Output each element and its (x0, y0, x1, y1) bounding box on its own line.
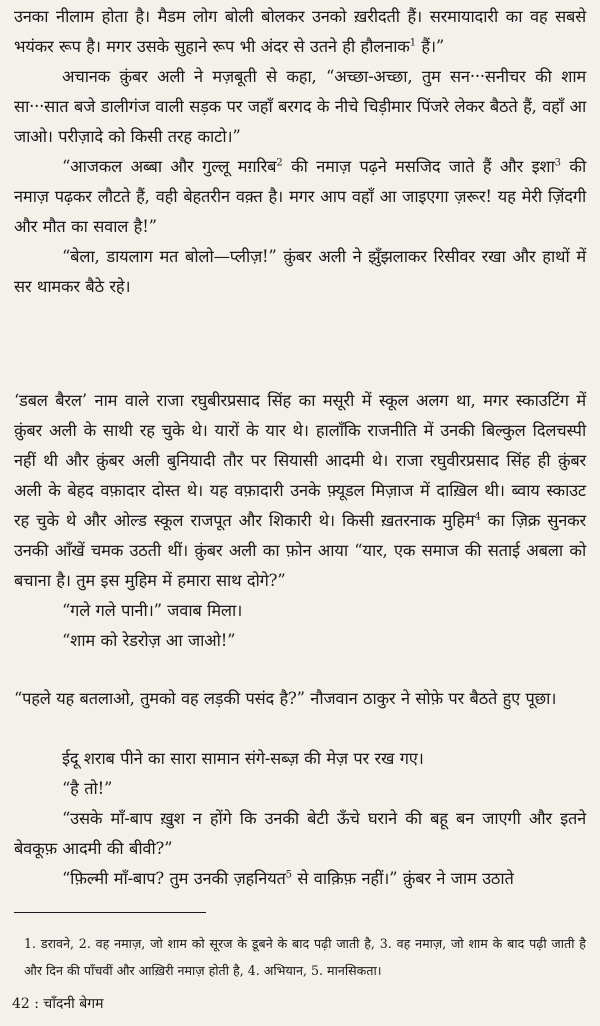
paragraph (14, 774, 586, 804)
text-run: से वाक़िफ़ नहीं।” क़ुंबर ने जाम उठाते (291, 869, 514, 888)
paragraph (14, 152, 586, 242)
text-run: की नमाज़ पढ़ने मसजिद जाते हैं और इशा (282, 157, 555, 176)
text-run: अचानक क़ुंबर अली ने मज़बूती से कहा, “अच्छा-अच्छा, तुम सन···सनीचर की शाम सा···सात बजे डालीगंज वाली सड़क पर जहाँ बरगद के नीचे चिड़ीमार पिंजरे लेकर बैठते हैं, वहाँ आ जाओ। परीज़ादे को किसी तरह काटो।” (14, 67, 586, 146)
text-run: “उसके माँ-बाप ख़ुश न होंगे कि उनकी बेटी ऊँचे घराने की बहू बन जाएगी और इतने बेवकूफ़ आदमी की बीवी?” (14, 809, 586, 858)
text-run: “शाम को रेडरोज़ आ जाओ!” (62, 631, 236, 650)
text-run: का ज़िक्र सुनकर उनकी आँखें चमक उठती थीं। क़ुंबर अली का फ़ोन आया “यार, एक समाज की सताई अबला को बचाना है। तुम इस मुहिम में हमारा साथ दोगे?” (14, 511, 586, 590)
paragraph (14, 2, 586, 62)
footnote-marker: 5 (285, 869, 292, 881)
page-folio: 42 : चाँदनी बेगम (12, 996, 104, 1012)
paragraph (14, 626, 586, 656)
footnote-marker: 1 (409, 37, 416, 49)
footnote-marker: 2 (276, 157, 283, 169)
paragraph (14, 596, 586, 626)
text-run: “पहले यह बतलाओ, तुमको वह लड़की पसंद है?” नौजवान ठाकुर ने सोफ़े पर बैठते हुए पूछा। (14, 689, 557, 708)
text-run: उनका नीलाम होता है। मैडम लोग बोली बोलकर उनको ख़रीदती हैं। सरमायादारी का वह सबसे भयंकर रूप है। मगर उसके सुहाने रूप भी अंदर से उतने ही हौलनाक (14, 7, 586, 56)
footnote-marker: 4 (474, 511, 481, 523)
text-run: हैं।” (415, 37, 445, 56)
text-run: “फ़िल्मी माँ-बाप? तुम उनकी ज़हनियत (62, 869, 286, 888)
footnote-marker: 3 (554, 157, 561, 169)
text-run: की नमाज़ पढ़कर लौटते हैं, वही बेहतरीन वक़्त है। मगर आप वहाँ आ जाइएगा ज़रूर! यह मेरी ज़िंदगी और मौत का सवाल है!” (14, 157, 586, 236)
text-run: ‘डबल बैरल’ नाम वाले राजा रघुबीरप्रसाद सिंह का मसूरी में स्कूल अलग था, मगर स्काउटिंग में क़ुंबर अली के साथी रह चुके थे। यारों के यार थे। हालाँकि राजनीति में उनकी बिल्कुल दिलचस्पी नहीं थी और क़ुंबर अली बुनियादी तौर पर सियासी आदमी थे। राजा रघुवीरप्रसाद सिंह ही क़ुंबर अली के बेहद वफ़ादार दोस्त थे। यह वफ़ादारी उनके फ़्यूडल मिज़ाज में दाख़िल थी। ब्वाय स्काउट रह चुके थे और ओल्ड स्कूल राजपूत और शिकारी थे। किसी ख़तरनाक मुहिम (14, 391, 586, 530)
paragraph (14, 242, 586, 302)
footnote-rule (14, 912, 206, 913)
paragraph (14, 864, 586, 894)
paragraph (14, 744, 586, 774)
paragraph (14, 804, 586, 864)
paragraph (14, 684, 586, 714)
paragraph (14, 386, 586, 596)
text-run: “बेला, डायलाग मत बोलो—प्लीज़!” क़ुंबर अली ने झुँझलाकर रिसीवर रखा और हाथों में सर थामकर बैठे रहे। (14, 247, 586, 296)
text-run: “है तो!” (62, 779, 113, 798)
text-run: “आजकल अब्बा और गुल्लू मग़रिब (62, 157, 277, 176)
footnotes: 1. डरावने, 2. वह नमाज़, जो शाम को सूरज के डूबने के बाद पढ़ी जाती है, 3. वह नमाज़, जो शाम के बाद पढ़ी जाती है और दिन की पाँचवीं और आख़िरी नमाज़ होती है, 4. अभियान, 5. मानसिकता। (24, 936, 586, 978)
text-run: ईदू शराब पीने का सारा सामान संगे-सब्ज़ की मेज़ पर रख गए। (62, 749, 424, 768)
text-run: “गले गले पानी।” जवाब मिला। (62, 601, 243, 620)
paragraph (14, 62, 586, 152)
